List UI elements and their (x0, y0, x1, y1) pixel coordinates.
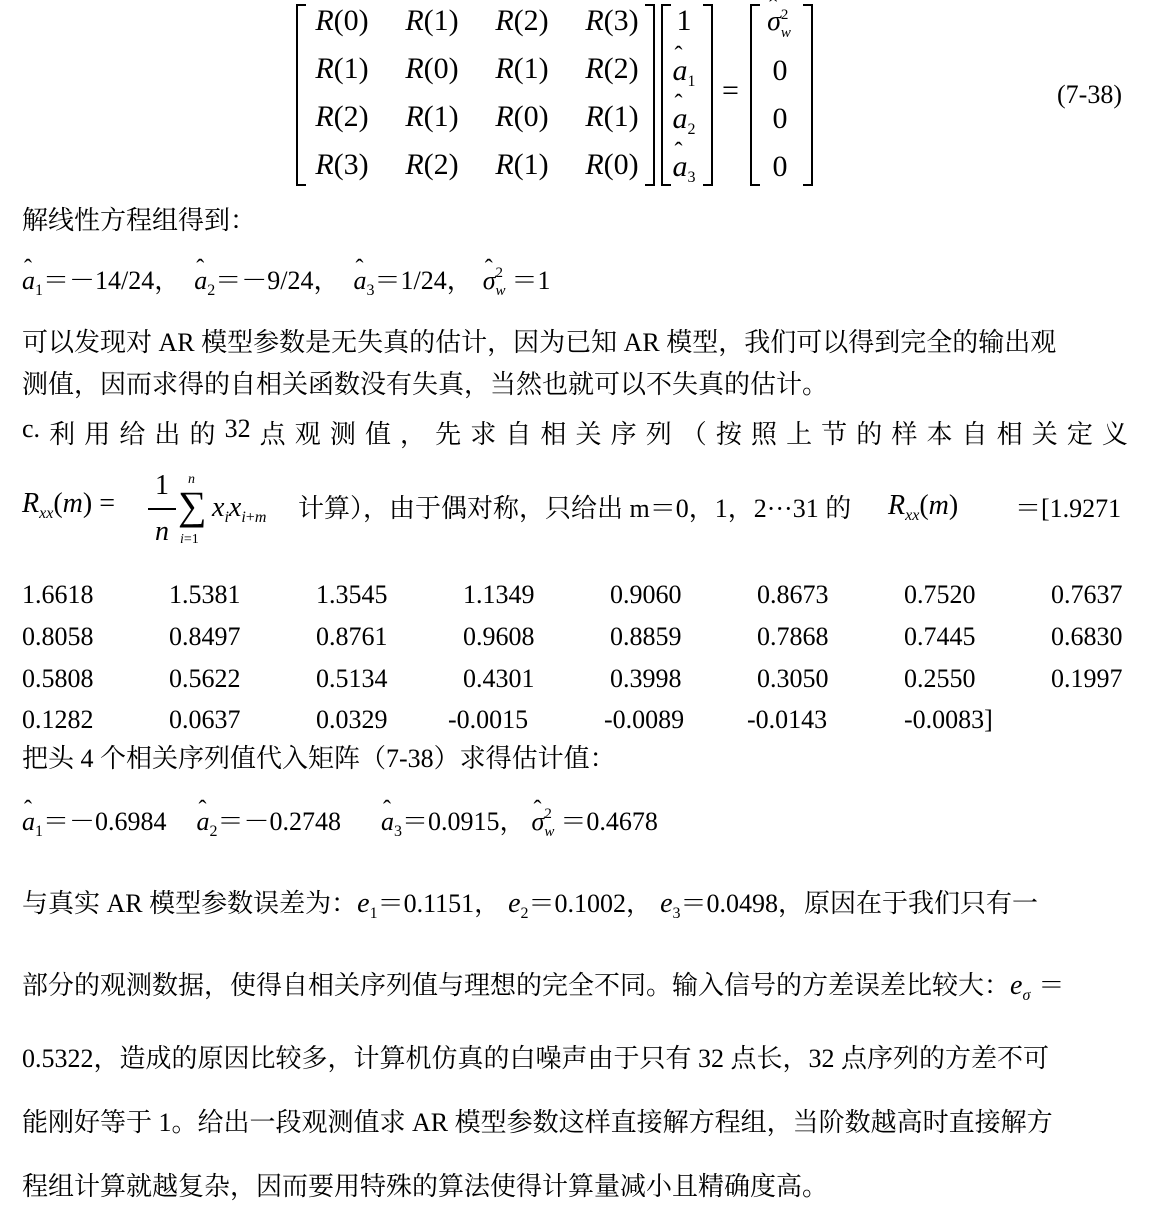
value-cell: 0.3998 (610, 664, 682, 693)
matrix-cell: R(0) (315, 4, 369, 37)
c-line-char: 32 (224, 414, 251, 443)
substitute-line: 把头 4 个相关序列值代入矩阵（7-38）求得估计值： (22, 744, 616, 773)
sol2-a3: ＝0.0915， (402, 807, 526, 836)
rhs-left-bracket (750, 4, 760, 186)
equation-number: (7-38) (1057, 80, 1122, 109)
values-row (0, 664, 1165, 694)
c-line-char: 相 (996, 420, 1023, 449)
c-line-char: 的 (856, 420, 883, 449)
c-line-char: 利 (49, 420, 76, 449)
value-cell: 0.1282 (22, 705, 94, 734)
sol2-sigma: ＝0.4678 (560, 807, 658, 836)
value-cell: 0.1997 (1051, 664, 1123, 693)
rhs-right-bracket (803, 4, 813, 186)
c-line-char: 序 (610, 420, 637, 449)
c-line-char: 义 (1101, 420, 1128, 449)
solution-estimated: ˆ $a_1=-0.6984ˆ$ $a_2=-0.2748ˆ$ $a_3=0.0915$，ˆ σ 2 w ＝0.4678 (22, 809, 658, 835)
matrix-cell: R(1) (315, 52, 369, 85)
c-line-char: 先 (435, 420, 462, 449)
matrix-cell: R(2) (495, 4, 549, 37)
para1-line2: 测值，因而求得的自相关函数没有失真，当然也就可以不失真的估计。 (22, 370, 829, 399)
c-line-char: （ (680, 420, 707, 449)
value-cell: 0.7445 (904, 622, 976, 651)
value-cell: 0.4301 (463, 664, 535, 693)
c-line-char: 测 (329, 420, 356, 449)
value-cell: 0.8859 (610, 622, 682, 651)
value-cell: 0.8497 (169, 622, 241, 651)
para2-line1-tail: ＝ (1038, 971, 1065, 1000)
value-cell: 1.3545 (316, 580, 388, 609)
para2-line3: 能刚好等于 1。给出一段观测值求 AR 模型参数这样直接解方程组，当阶数越高时直接解方 (22, 1108, 1053, 1137)
rhs-0a: 0 (772, 54, 788, 87)
values-row (0, 580, 1165, 610)
value-cell: 0.9608 (463, 622, 535, 651)
c-line-char: 关 (575, 420, 602, 449)
para1-line1: 可以发现对 AR 模型参数是无失真的估计，因为已知 AR 模型，我们可以得到完全的输出观 (22, 328, 1057, 357)
rxx-label: $R_{xx}(m)$ (888, 490, 959, 524)
matrix-cell: R(1) (495, 52, 549, 85)
formula-tail2: ＝[1.9271 (1015, 494, 1122, 523)
value-cell: -0.0089 (604, 705, 685, 734)
para2-line2: 0.5322，造成的原因比较多，计算机仿真的白噪声由于只有 32 点长，32 点序列的方差不可 (22, 1044, 1050, 1073)
value-cell: 1.6618 (22, 580, 94, 609)
c-line-char: 自 (961, 420, 988, 449)
c-line-char: 观 (294, 420, 321, 449)
value-cell: 0.7637 (1051, 580, 1123, 609)
error-line: 与真实 AR 模型参数误差为：$e_1=0.1151$， $e_2=0.1002$， $e_3=0.0498$，原因在于我们只有一 (22, 888, 1039, 922)
c-line-char: 样 (891, 420, 918, 449)
matrix-cell: R(1) (495, 148, 549, 181)
values-row (0, 705, 1165, 735)
error-e1: ＝0.1151， (377, 889, 501, 918)
para2-line4: 程组计算就越复杂，因而要用特殊的算法使得计算量减小且精确度高。 (22, 1172, 829, 1201)
matrix-cell: R(2) (405, 148, 459, 181)
matrix-cell: R(1) (405, 4, 459, 37)
matrix-cell: R(1) (585, 100, 639, 133)
unknown-1: 1 (676, 4, 692, 37)
rhs-0b: 0 (772, 102, 788, 135)
vector-right-bracket (703, 4, 713, 186)
sol1-a1: ＝－14/24， (43, 266, 181, 295)
matrix-cell: R(0) (495, 100, 549, 133)
c-line-char: 给 (119, 420, 146, 449)
value-cell: 0.5808 (22, 664, 94, 693)
value-cell: -0.0083] (904, 705, 993, 734)
para2-line1: 部分的观测数据，使得自相关序列值与理想的完全不同。输入信号的方差误差比较大：$e_\sigma$ ＝ (22, 970, 1065, 1004)
matrix-cell: R(3) (585, 4, 639, 37)
value-cell: 0.8761 (316, 622, 388, 651)
value-cell: 0.3050 (757, 664, 829, 693)
matrix-cell: R(0) (405, 52, 459, 85)
para2-line1-text: 部分的观测数据，使得自相关序列值与理想的完全不同。输入信号的方差误差比较大： (22, 971, 1011, 1000)
error-prefix: 与真实 AR 模型参数误差为： (22, 889, 358, 918)
sol2-a2: ＝－0.2748 (217, 807, 342, 836)
equals-sign: = (722, 74, 739, 107)
c-line-char: 上 (786, 420, 813, 449)
c-line-char: 求 (470, 420, 497, 449)
matrix-cell: R(2) (315, 100, 369, 133)
sol1-a2: ＝－9/24， (215, 266, 340, 295)
c-line (22, 414, 1128, 451)
value-cell: 0.8058 (22, 622, 94, 651)
c-line-char: 自 (505, 420, 532, 449)
rhs-0c: 0 (772, 150, 788, 183)
c-line-char: 按 (715, 420, 742, 449)
c-line-char: 本 (926, 420, 953, 449)
c-line-char: 关 (1031, 420, 1058, 449)
value-cell: -0.0015 (448, 705, 529, 734)
value-cell: 1.5381 (169, 580, 241, 609)
sol1-sigma: ＝1 (511, 266, 551, 295)
matrix-cell: R(3) (315, 148, 369, 181)
value-cell: 1.1349 (463, 580, 535, 609)
value-cell: 0.7868 (757, 622, 829, 651)
error-e2: ＝0.1002， (528, 889, 653, 918)
c-line-char: 定 (1066, 420, 1093, 449)
unknown-a2: ˆ $a_2$ (664, 102, 704, 136)
value-cell: 0.7520 (904, 580, 976, 609)
c-line-char: 的 (189, 420, 216, 449)
value-cell: 0.2550 (904, 664, 976, 693)
value-cell: 0.0329 (316, 705, 388, 734)
c-line-char: 列 (645, 420, 672, 449)
matrix-cell: R(0) (585, 148, 639, 181)
c-line-char: 值 (364, 420, 391, 449)
value-cell: 0.8673 (757, 580, 829, 609)
values-row (0, 622, 1165, 652)
unknown-a3: ˆ $a_3$ (664, 150, 704, 184)
value-cell: 0.0637 (169, 705, 241, 734)
c-line-char: 节 (821, 420, 848, 449)
matrix-cell: R(1) (405, 100, 459, 133)
value-cell: 0.6830 (1051, 622, 1123, 651)
formula-tail: 计算），由于偶对称，只给出 m＝0，1，2···31 的 (298, 494, 852, 523)
c-line-char: 照 (750, 420, 777, 449)
unknown-a1: ˆ $a_1$ (664, 54, 704, 88)
sol1-a3: ＝1/24， (374, 266, 473, 295)
sol2-a1: ＝－0.6984 (43, 807, 167, 836)
value-cell: 0.9060 (610, 580, 682, 609)
value-cell: -0.0143 (747, 705, 828, 734)
solve-intro: 解线性方程组得到： (22, 206, 257, 235)
c-line-char: 出 (154, 420, 181, 449)
c-line-char: c. (22, 414, 41, 443)
error-e3: ＝0.0498，原因在于我们只有一 (680, 889, 1039, 918)
solution-exact: ˆ $a_1=-14/24$，ˆ $a_2=-9/24$，ˆ $a_3=1/24$，ˆ σ 2 w ＝1 (22, 268, 551, 294)
c-line-char: 相 (540, 420, 567, 449)
rhs-sigma: ˆ σ 2 w (760, 6, 800, 38)
matrix-cell: R(2) (585, 52, 639, 85)
c-line-char: 用 (84, 420, 111, 449)
value-cell: 0.5622 (169, 664, 241, 693)
c-line-char: ， (400, 420, 427, 449)
c-line-char: 点 (259, 420, 286, 449)
value-cell: 0.5134 (316, 664, 388, 693)
